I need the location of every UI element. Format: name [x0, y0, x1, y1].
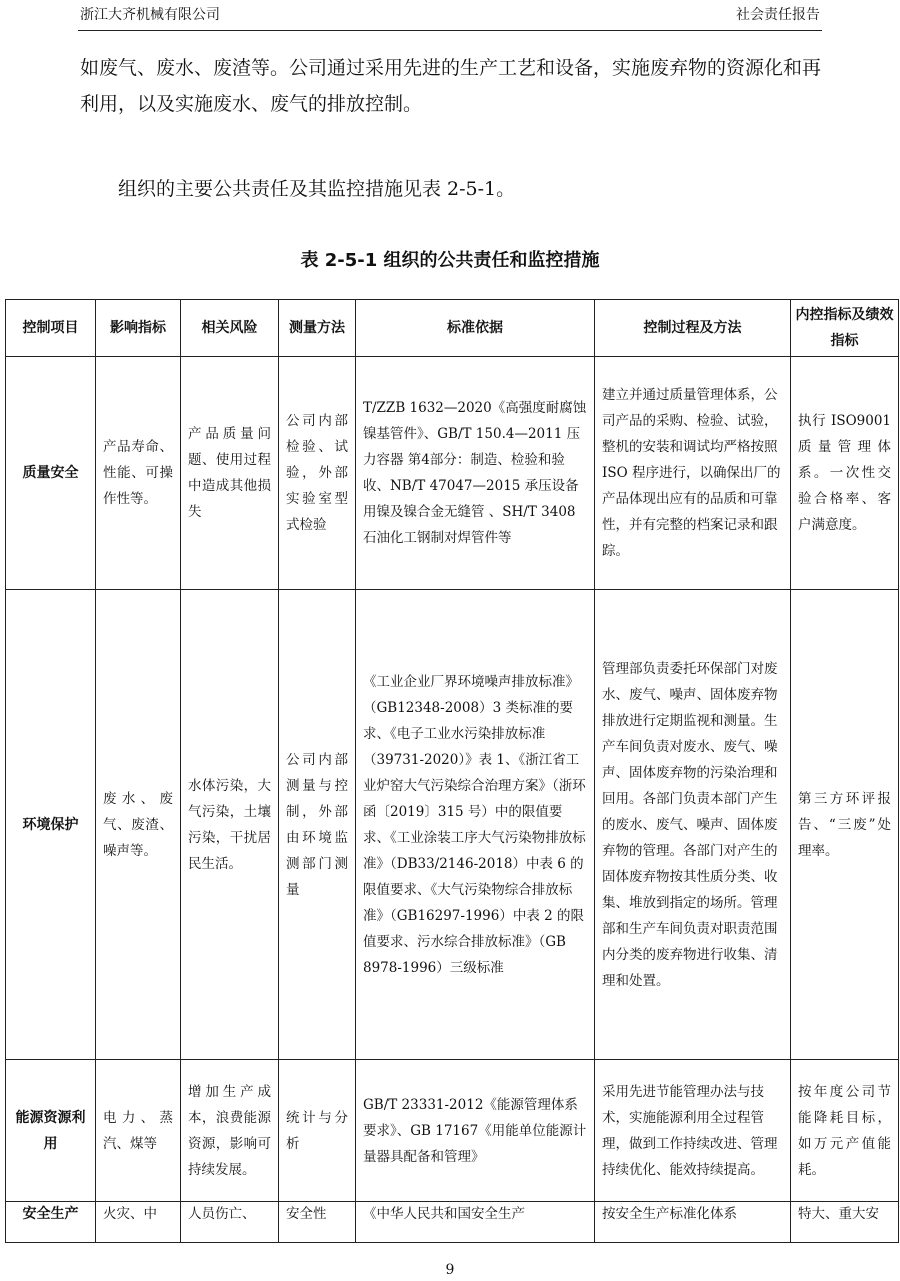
table-row: [6, 590, 899, 1060]
table-row: [6, 357, 899, 590]
header-company: 浙江大齐机械有限公司: [80, 7, 220, 23]
cell-control-item: 能源资源利用: [6, 1060, 96, 1202]
cell-control-process: 按安全生产标准化体系: [595, 1202, 791, 1243]
cell-standard-basis: 《工业企业厂界环境噪声排放标准》（GB12348-2008）3 类标准的要求、《电子工业水污染排放标准（39731-2020）》表 1、《浙江省工业炉窑大气污染综合治理方案》（浙环函〔2019〕315 号）中的限值要求、《工业涂装工序大气污染物排放标准》（DB33/2146-2018）中表 6 的限值要求、《大气污染物综合排放标准》（GB16297-1996）中表 2 的限值要求、污水综合排放标准》（GB 8978-1996）三级标准: [356, 590, 595, 1060]
cell-measurement-method: 安全性: [279, 1202, 356, 1243]
cell-measurement-method: 公司内部测量与控制，外部由环境监测部门测量: [279, 590, 356, 1060]
cell-measurement-method: 公司内部检验、试验，外部实验室型式检验: [279, 357, 356, 590]
col-header-impact-indicator: 影响指标: [96, 300, 181, 357]
cell-related-risk: 产品质量问题、使用过程中造成其他损失: [181, 357, 279, 590]
page-number: 9: [445, 1262, 455, 1278]
col-header-related-risk: 相关风险: [181, 300, 279, 357]
cell-related-risk: 水体污染，大气污染，土壤污染，干扰居民生活。: [181, 590, 279, 1060]
body-paragraph-2: 组织的主要公共责任及其监控措施见表 2-5-1。: [118, 178, 516, 200]
cell-performance-indicator: 按年度公司节能降耗目标，如万元产值能耗。: [791, 1060, 899, 1202]
col-header-standard-basis: 标准依据: [356, 300, 595, 357]
cell-standard-basis: GB/T 23331-2012《能源管理体系要求》、GB 17167《用能单位能源计量器具配备和管理》: [356, 1060, 595, 1202]
cell-impact-indicator: 电力、蒸汽、煤等: [96, 1060, 181, 1202]
table-header-row: [6, 300, 899, 357]
table-caption: 表 2-5-1 组织的公共责任和监控措施: [300, 250, 600, 271]
table-row: [6, 1202, 899, 1243]
header-report-title: 社会责任报告: [736, 7, 820, 23]
cell-measurement-method: 统计与分析: [279, 1060, 356, 1202]
col-header-measurement-method: 测量方法: [279, 300, 356, 357]
cell-standard-basis: 《中华人民共和国安全生产: [356, 1202, 595, 1243]
cell-performance-indicator: 特大、重大安: [791, 1202, 899, 1243]
cell-related-risk: 人员伤亡、: [181, 1202, 279, 1243]
table-row: [6, 1060, 899, 1202]
cell-related-risk: 增加生产成本，浪费能源资源，影响可持续发展。: [181, 1060, 279, 1202]
cell-control-item: 安全生产: [6, 1202, 96, 1243]
page-header: [78, 0, 822, 31]
col-header-control-process: 控制过程及方法: [595, 300, 791, 357]
cell-control-process: 采用先进节能管理办法与技术，实施能源利用全过程管理，做到工作持续改进、管理持续优化、能效持续提高。: [595, 1060, 791, 1202]
cell-performance-indicator: 执行 ISO9001 质量管理体系。一次性交验合格率、客户满意度。: [791, 357, 899, 590]
cell-performance-indicator: 第三方环评报告、“三废”处理率。: [791, 590, 899, 1060]
cell-control-item: 环境保护: [6, 590, 96, 1060]
col-header-performance-indicator: 内控指标及绩效指标: [791, 300, 899, 357]
cell-impact-indicator: 废水、废气、废渣、噪声等。: [96, 590, 181, 1060]
cell-impact-indicator: 火灾、中: [96, 1202, 181, 1243]
cell-impact-indicator: 产品寿命、性能、可操作性等。: [96, 357, 181, 590]
cell-control-process: 管理部负责委托环保部门对废水、废气、噪声、固体废弃物排放进行定期监视和测量。生产车间负责对废水、废气、噪声、固体废弃物的污染治理和回用。各部门负责本部门产生的废水、废气、噪声、固体废弃物的管理。各部门对产生的固体废弃物按其性质分类、收集、堆放到指定的场所。管理部和生产车间负责对职责范围内分类的废弃物进行收集、清理和处置。: [595, 590, 791, 1060]
col-header-control-item: 控制项目: [6, 300, 96, 357]
cell-standard-basis: T/ZZB 1632—2020《高强度耐腐蚀镍基管件》、GB/T 150.4—2011 压力容器 第4部分：制造、检验和验收、NB/T 47047—2015 承压设备用镍及镍合金无缝管 、SH/T 3408 石油化工钢制对焊管件等: [356, 357, 595, 590]
cell-control-process: 建立并通过质量管理体系，公司产品的采购、检验、试验，整机的安装和调试均严格按照 ISO 程序进行，以确保出厂的产品体现出应有的品质和可靠性，并有完整的档案记录和跟踪。: [595, 357, 791, 590]
cell-control-item: 质量安全: [6, 357, 96, 590]
responsibility-table: [5, 299, 899, 1243]
body-paragraph-1: 如废气、废水、废渣等。公司通过采用先进的生产工艺和设备，实施废弃物的资源化和再利用，以及实施废水、废气的排放控制。: [80, 57, 822, 115]
